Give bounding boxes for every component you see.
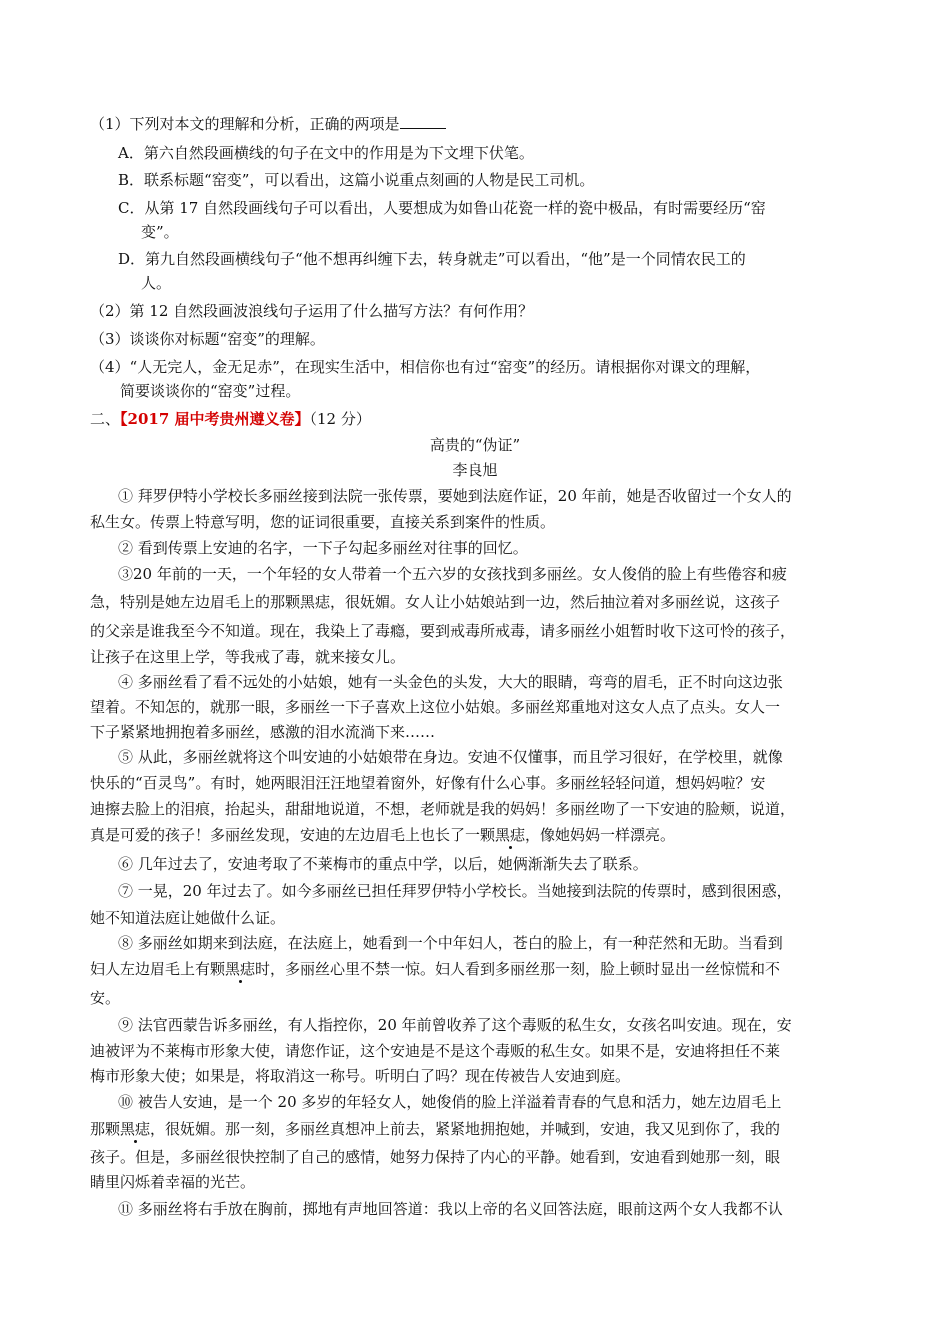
paragraph-4-line-2: 望着。不知怎的，就那一眼，多丽丝一下子喜欢上这位小姑娘。多丽丝郑重地对这女人点了点头。女人一 (90, 698, 781, 716)
p10-text-after: ，很妩媚。那一刻，多丽丝真想冲上前去，紧紧地拥抱她，并喊到，安迪，我又见到你了，我的 (150, 1120, 781, 1138)
paragraph-5-line-2: 快乐的“百灵鸟”。有时，她两眼泪汪汪地望着窗外，好像有什么心事。多丽丝轻轻问道，想妈妈啦？安 (90, 774, 766, 792)
paragraph-9-line-3: 梅市形象大使；如果是，将取消这一称号。听明白了吗？现在传被告人安迪到庭。 (90, 1067, 631, 1085)
option-b: B．联系标题“窑变”，可以看出，这篇小说重点刻画的人物是民工司机。 (118, 171, 595, 189)
p8-text-before: 妇人左边眉毛上有颗 (90, 960, 226, 978)
paragraph-10-line-4: 睛里闪烁着幸福的光芒。 (90, 1173, 256, 1191)
option-c-line-1: C．从第 17 自然段画线句子可以看出，人要想成为如鲁山花瓷一样的瓷中极品，有时需要经历“窑 (118, 199, 766, 217)
option-c-line-2: 变”。 (141, 223, 179, 241)
emphasis-mole: 黑痣 (120, 1120, 151, 1138)
p5-text-after: ，像她妈妈一样漂亮。 (525, 826, 676, 844)
option-d-line-2: 人。 (141, 274, 172, 292)
p8-text-after: 时，多丽丝心里不禁一惊。妇人看到多丽丝那一刻，脸上顿时显出一丝惊慌和不 (255, 960, 781, 978)
paragraph-2: ② 看到传票上安迪的名字，一下子勾起多丽丝对往事的回忆。 (118, 539, 528, 557)
paragraph-5-line-1: ⑤ 从此，多丽丝就将这个叫安迪的小姑娘带在身边。安迪不仅懂事，而且学习很好，在学校里，就像 (118, 748, 783, 766)
section-number: 二、 (90, 410, 121, 428)
paragraph-7-line-2: 她不知道法庭让她做什么证。 (90, 909, 286, 927)
paragraph-3-line-4: 让孩子在这里上学，等我戒了毒，就来接女儿。 (90, 648, 406, 666)
paragraph-9-line-1: ⑨ 法官西蒙告诉多丽丝，有人指控你，20 年前曾收养了这个毒贩的私生女，女孩名叫安迪。现在，安 (118, 1016, 792, 1034)
paragraph-10-line-3: 孩子。但是，多丽丝很快控制了自己的感情，她努力保持了内心的平静。她看到，安迪看到她那一刻，眼 (90, 1148, 781, 1166)
paragraph-6: ⑥ 几年过去了，安迪考取了不莱梅市的重点中学，以后，她俩渐渐失去了联系。 (118, 855, 648, 873)
question-1 (90, 114, 446, 134)
answer-blank (400, 114, 446, 129)
p10-text-before: 那颗 (90, 1120, 121, 1138)
paragraph-1-line-2: 私生女。传票上特意写明，您的证词很重要，直接关系到案件的性质。 (90, 513, 556, 531)
question-4-line-2: 简要谈谈你的“窑变”过程。 (120, 382, 301, 400)
option-d-line-1: D．第九自然段画横线句子“他不想再纠缠下去，转身就走”可以看出，“他”是一个同情农民工的 (118, 250, 746, 268)
paragraph-7-line-1: ⑦ 一晃，20 年过去了。如今多丽丝已担任拜罗伊特小学校长。当她接到法院的传票时，感到很困惑， (118, 882, 792, 900)
paragraph-5-line-3: 迪擦去脸上的泪痕，抬起头，甜甜地说道，不想，老师就是我的妈妈！多丽丝吻了一下安迪的脸颊，说道， (90, 800, 796, 818)
paragraph-8-line-2 (90, 959, 780, 979)
paragraph-8-line-3: 安。 (90, 989, 121, 1007)
question-1-stem: （1）下列对本文的理解和分析，正确的两项是 (90, 115, 400, 133)
paragraph-1-line-1: ① 拜罗伊特小学校长多丽丝接到法院一张传票，要她到法庭作证，20 年前，她是否收留过一个女人的 (118, 487, 792, 505)
option-a: A．第六自然段画横线的句子在文中的作用是为下文埋下伏笔。 (118, 144, 534, 162)
paragraph-3-line-2: 急，特别是她左边眉毛上的那颗黑痣，很妩媚。女人让小姑娘站到一边，然后抽泣着对多丽丝说，这孩子 (90, 593, 781, 611)
paragraph-11-line-1: ⑪ 多丽丝将右手放在胸前，掷地有声地回答道：我以上帝的名义回答法庭，眼前这两个女人我都不认 (118, 1200, 783, 1218)
paragraph-9-line-2: 迪被评为不莱梅市形象大使，请您作证，这个安迪是不是这个毒贩的私生女。如果不是，安迪将担任不莱 (90, 1042, 781, 1060)
paragraph-10-line-2 (90, 1119, 780, 1139)
section-source: 【2017 届中考贵州遵义卷】 (120, 410, 310, 428)
question-3: （3）谈谈你对标题“窑变”的理解。 (90, 330, 325, 348)
p5-text-before: 真是可爱的孩子！多丽丝发现，安迪的左边眉毛上也长了一颗 (90, 826, 496, 844)
paragraph-8-line-1: ⑧ 多丽丝如期来到法庭，在法庭上，她看到一个中年妇人，苍白的脸上，有一种茫然和无助。当看到 (118, 934, 783, 952)
paragraph-4-line-1: ④ 多丽丝看了看不远处的小姑娘，她有一头金色的头发，大大的眼睛，弯弯的眉毛，正不时向这边张 (118, 673, 783, 691)
question-2: （2）第 12 自然段画波浪线句子运用了什么描写方法？有何作用？ (90, 302, 534, 320)
article-author: 李良旭 (452, 461, 498, 479)
section-score: （12 分） (309, 410, 371, 428)
emphasis-mole: 黑痣 (225, 960, 256, 978)
question-4-line-1: （4）“人无完人，金无足赤”，在现实生活中，相信你也有过“窑变”的经历。请根据你对课文的理解， (90, 358, 761, 376)
paragraph-3-line-3: 的父亲是谁我至今不知道。现在，我染上了毒瘾，要到戒毒所戒毒，请多丽丝小姐暂时收下这可怜的孩子， (90, 622, 796, 640)
emphasis-mole: 黑痣 (495, 826, 526, 844)
article-title: 高贵的“伪证” (429, 436, 521, 454)
paragraph-10-line-1: ⑩ 被告人安迪，是一个 20 多岁的年轻女人，她俊俏的脸上洋溢着青春的气息和活力，她左边眉毛上 (118, 1093, 782, 1111)
paragraph-4-line-3: 下子紧紧地拥抱着多丽丝，感激的泪水流淌下来…… (90, 723, 436, 741)
paragraph-3-line-1: ③20 年前的一天，一个年轻的女人带着一个五六岁的女孩找到多丽丝。女人俊俏的脸上有些倦容和疲 (118, 565, 787, 583)
paragraph-5-line-4 (90, 825, 675, 845)
section-2-heading (90, 409, 371, 429)
